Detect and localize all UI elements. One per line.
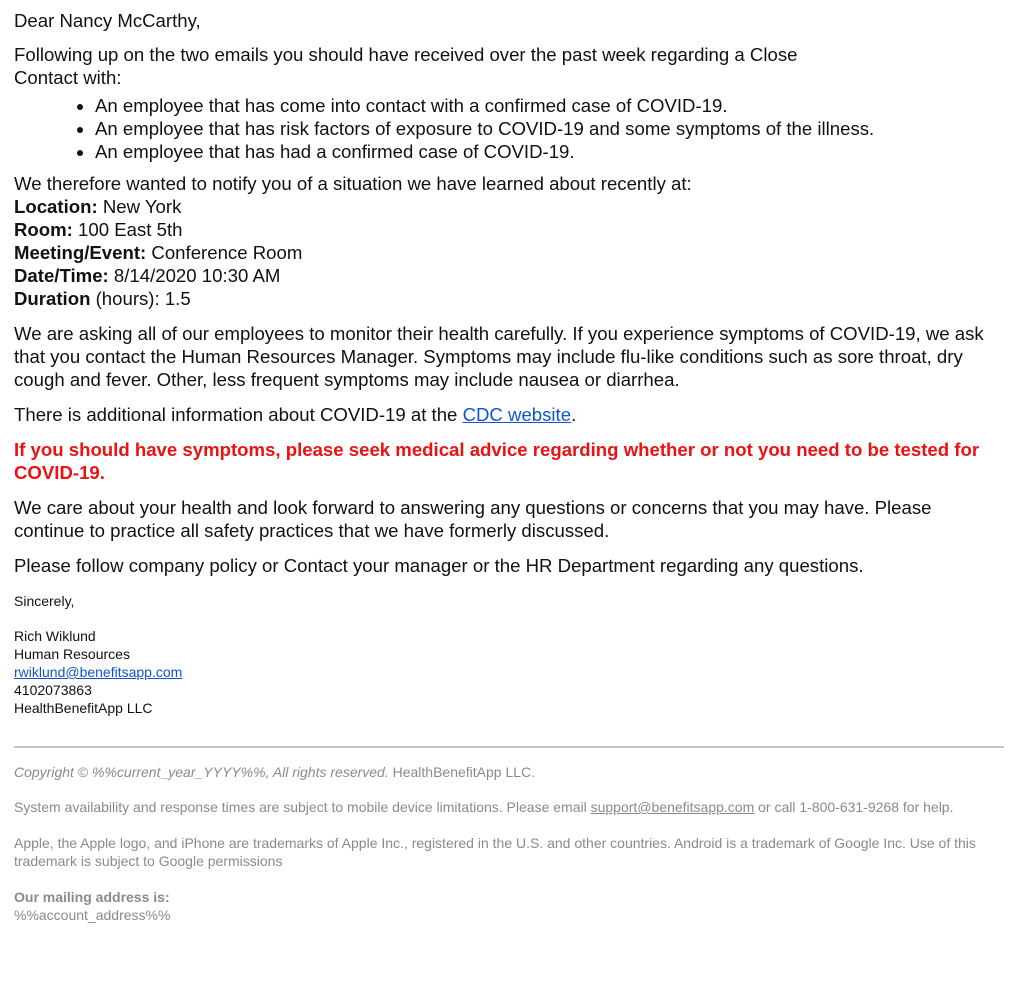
- duration-row: [14, 287, 1004, 310]
- event-label: Meeting/Event:: [14, 242, 147, 263]
- contact-type-list: [14, 94, 1004, 163]
- cdc-paragraph: [14, 403, 1004, 426]
- cdc-prefix: There is additional information about COVID-19 at the: [14, 404, 463, 425]
- duration-value: (hours): 1.5: [90, 288, 191, 309]
- intro-paragraph: [14, 43, 814, 89]
- datetime-label: Date/Time:: [14, 265, 109, 286]
- availability-suffix: or call 1-800-631-9268 for help.: [754, 799, 954, 815]
- location-value: New York: [97, 196, 182, 217]
- signature-name: Rich Wiklund: [14, 628, 96, 644]
- event-row: [14, 241, 1004, 264]
- bottom-fade: [0, 955, 1024, 999]
- symptoms-warning: If you should have symptoms, please seek medical advice regarding whether or not you need to be tested for COVID-19.: [14, 439, 980, 483]
- datetime-row: [14, 264, 1004, 287]
- datetime-value: 8/14/2020 10:30 AM: [108, 265, 281, 286]
- footer: [14, 763, 1004, 924]
- greeting: Dear Nancy McCarthy,: [14, 10, 201, 31]
- notify-line: We therefore wanted to notify you of a situation we have learned about recently at:: [14, 173, 692, 194]
- cdc-suffix: .: [571, 404, 577, 425]
- mailing-address: %%account_address%%: [14, 907, 171, 923]
- room-label: Room:: [14, 219, 73, 240]
- footer-copyright: [14, 763, 1004, 781]
- signature-email-link[interactable]: rwiklund@benefitsapp.com: [14, 664, 183, 680]
- room-row: [14, 218, 1004, 241]
- list-item: • An employee that has risk factors of exposure to COVID-19 and some symptoms of the illness.: [95, 117, 1004, 140]
- footer-availability: [14, 798, 1004, 816]
- duration-label: Duration: [14, 288, 91, 309]
- location-row: [14, 195, 1004, 218]
- signature: [14, 627, 1004, 717]
- closing: Sincerely,: [14, 593, 75, 609]
- signature-phone: 4102073863: [14, 682, 92, 698]
- support-email-link[interactable]: support@benefitsapp.com: [590, 799, 755, 815]
- room-value: 100 East 5th: [72, 219, 183, 240]
- care-paragraph: We care about your health and look forward to answering any questions or concerns that you may have. Please continue to practice all safety practices that we have formerly discussed.: [14, 497, 932, 541]
- cdc-website-link[interactable]: CDC website: [462, 404, 572, 425]
- policy-paragraph: Please follow company policy or Contact your manager or the HR Department regarding any questions.: [14, 555, 864, 576]
- copyright-text: Copyright © %%current_year_YYYY%%, All rights reserved.: [14, 764, 389, 780]
- monitor-paragraph: We are asking all of our employees to monitor their health carefully. If you experience symptoms of COVID-19, we ask that you contact the Human Resources Manager. Symptoms may include flu-like conditions such as sore throat, dry cough and fever. Other, less frequent symptoms may include nausea or diarrhea.: [14, 323, 984, 390]
- intro-text: Following up on the two emails you should have received over the past week regarding a Close Contact with:: [14, 44, 798, 88]
- copyright-company: HealthBenefitApp LLC.: [388, 764, 536, 780]
- availability-text: System availability and response times are subject to mobile device limitations. Please email: [14, 799, 591, 815]
- signature-title: Human Resources: [14, 646, 130, 662]
- mailing-address-title: Our mailing address is:: [14, 889, 170, 905]
- list-item: • An employee that has had a confirmed case of COVID-19.: [95, 140, 1004, 163]
- signature-company: HealthBenefitApp LLC: [14, 700, 153, 716]
- event-value: Conference Room: [146, 242, 303, 263]
- situation-details: [14, 172, 1004, 310]
- footer-divider: [14, 746, 1004, 748]
- footer-trademark: Apple, the Apple logo, and iPhone are trademarks of Apple Inc., registered in the U.S. and other countries. Android is a trademark of Google Inc. Use of this trademark is subject to Google permissions: [14, 835, 976, 869]
- location-label: Location:: [14, 196, 98, 217]
- list-item: • An employee that has come into contact with a confirmed case of COVID-19.: [95, 94, 1004, 117]
